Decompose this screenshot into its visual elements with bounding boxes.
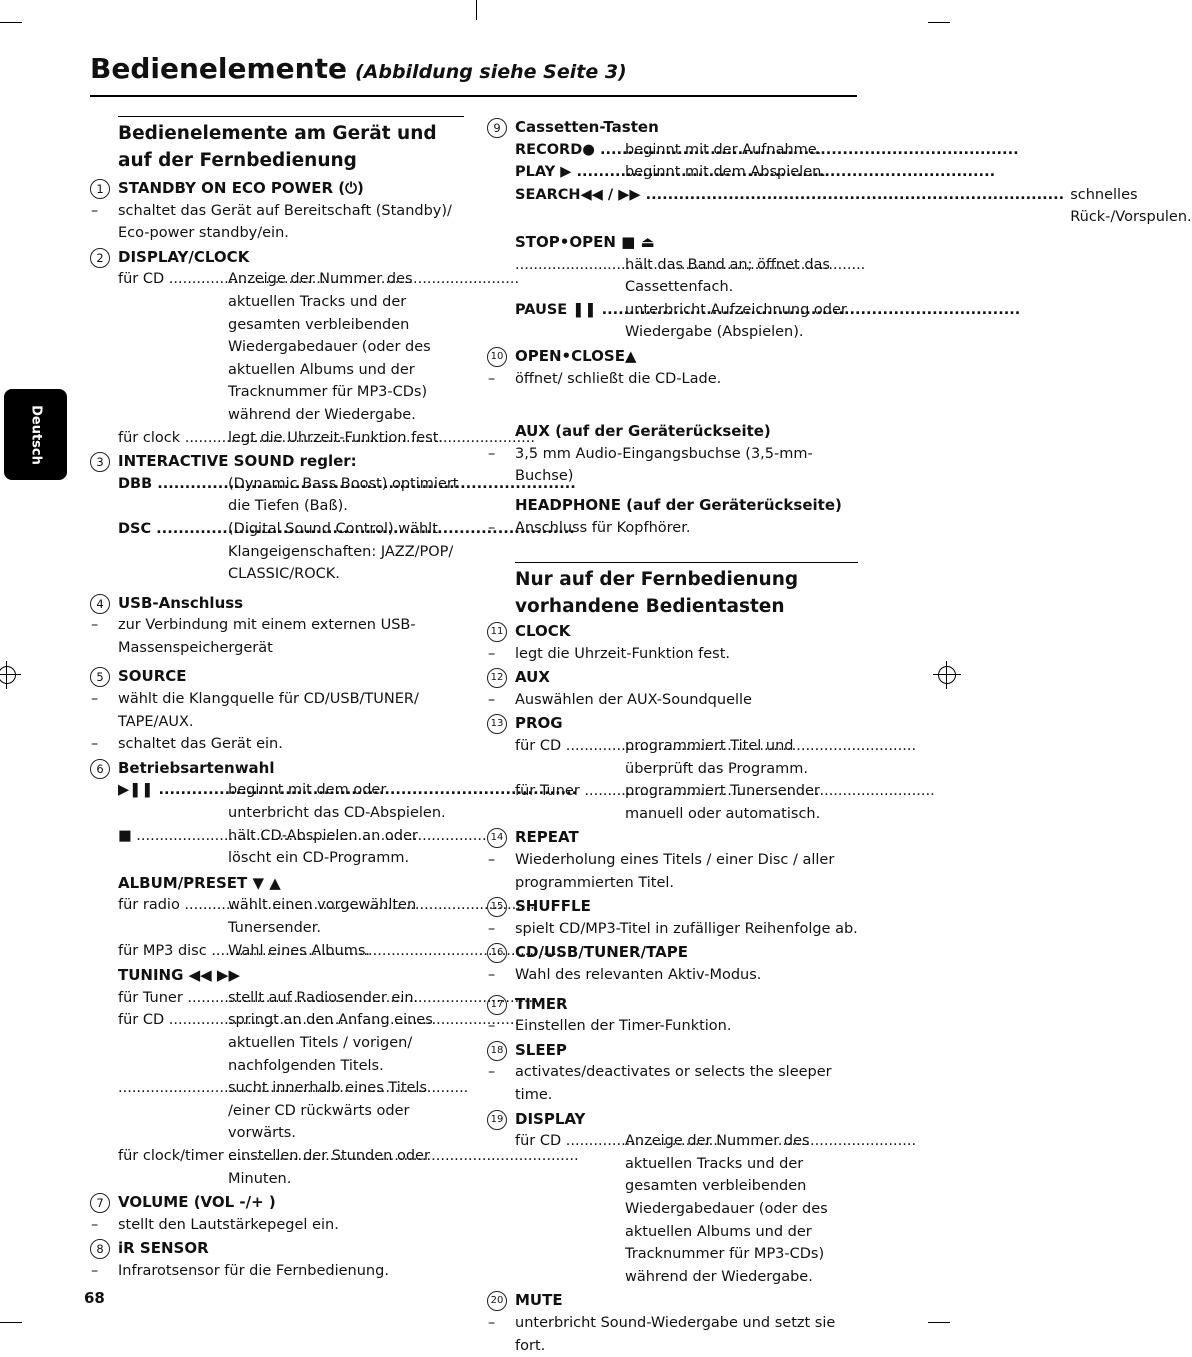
row-label: DBB .....	[118, 473, 228, 518]
definition-row	[486, 735, 858, 780]
language-tab-label: Deutsch	[28, 404, 43, 465]
item-description: – Anschluss für Kopfhörer.	[486, 517, 858, 540]
title-main: Bedienelemente	[90, 52, 347, 85]
crop-mark	[476, 0, 477, 20]
item-number: 13	[487, 714, 507, 734]
section-title-line: auf der Fernbedienung	[118, 150, 357, 171]
item-title: CD/USB/TUNER/TAPE	[515, 943, 688, 962]
definition-row	[486, 184, 1192, 229]
item-title: Cassetten-Tasten	[515, 118, 659, 136]
right-column	[486, 116, 1192, 1357]
item-description: – spielt CD/MP3-Titel in zufälliger Reihenfolge ab.	[486, 918, 858, 941]
definition-row	[89, 1009, 464, 1077]
row-description: programmiert Titel und überprüft das Programm.	[625, 738, 808, 777]
definition-row	[486, 254, 858, 299]
row-description: einstellen der Stunden oder Minuten.	[228, 1147, 430, 1187]
definition-row	[89, 779, 464, 824]
registration-mark-icon	[0, 666, 16, 684]
item-title: iR SENSOR	[118, 1239, 209, 1258]
item-description: – activates/deactivates or selects the sleeper time.	[486, 1061, 858, 1106]
search-icon: SEARCH◀◀ / ▶▶ .....	[515, 184, 1064, 229]
item-ir-sensor	[89, 1237, 464, 1260]
item-title: Betriebsartenwahl	[118, 758, 275, 777]
sub-heading: ALBUM/PRESET ▼ ▲	[118, 873, 281, 892]
item-description: – Einstellen der Timer-Funktion.	[486, 1015, 858, 1038]
title-rule	[90, 95, 857, 97]
item-number: 15	[487, 897, 507, 917]
title-subtitle: (Abbildung siehe Seite 3)	[354, 61, 627, 83]
definition-row	[89, 940, 464, 963]
row-label: für clock .....	[118, 427, 228, 450]
item-number: 9	[487, 118, 507, 138]
item-title: OPEN•CLOSE▲	[515, 346, 637, 365]
row-label: für Tuner .....	[118, 987, 228, 1010]
item-title: TIMER	[515, 994, 568, 1013]
definition-row	[89, 987, 464, 1010]
item-title: AUX	[515, 668, 550, 687]
row-description: programmiert Tunersender manuell oder automatisch.	[625, 783, 821, 822]
row-label: für radio .....	[118, 894, 228, 939]
row-label: für CD .....	[118, 268, 228, 426]
row-description: hält CD-Abspielen an oder löscht ein CD-Programm.	[228, 827, 418, 867]
definition-row	[486, 161, 858, 184]
item-number: 1	[90, 179, 110, 199]
item-title: DISPLAY	[515, 1109, 586, 1128]
item-number: 19	[487, 1110, 507, 1130]
row-description: stellt auf Radiosender ein.	[228, 989, 419, 1006]
item-shuffle	[486, 895, 858, 918]
definition-row	[486, 780, 858, 825]
section-title	[515, 563, 858, 620]
definition-row	[89, 1145, 464, 1190]
headphone-heading: HEADPHONE (auf der Geräterückseite)	[515, 495, 842, 514]
spacer	[486, 390, 858, 418]
item-title: MUTE	[515, 1291, 563, 1310]
item-volume	[89, 1191, 464, 1214]
item-number: 20	[487, 1291, 507, 1311]
row-description: springt an den Anfang eines aktuellen Titels / vorigen/ nachfolgenden Titels.	[228, 1012, 433, 1074]
item-number: 7	[90, 1193, 110, 1213]
item-source-select	[486, 941, 858, 964]
item-interactive-sound	[89, 450, 464, 473]
row-label: für clock/timer .....	[118, 1145, 228, 1190]
row-label	[118, 1077, 228, 1145]
item-description: – öffnet/ schließt die CD-Lade.	[486, 368, 858, 391]
item-title: INTERACTIVE SOUND regler:	[118, 452, 357, 471]
sub-heading: TUNING ◀◀ ▶▶	[118, 966, 240, 985]
section-title	[118, 117, 464, 174]
item-standby	[89, 177, 464, 200]
definition-row	[89, 473, 464, 518]
pause-icon: PAUSE ❚❚ .....	[515, 299, 625, 344]
item-title: SOURCE	[118, 667, 187, 686]
crop-mark	[0, 22, 22, 23]
item-usb	[89, 592, 464, 615]
item-number: 17	[487, 995, 507, 1015]
item-open-close	[486, 345, 858, 368]
item-title: PROG	[515, 714, 563, 733]
item-title: CLOCK	[515, 622, 571, 641]
aux-heading: AUX (auf der Geräterückseite)	[515, 422, 771, 441]
row-label: für CD .....	[118, 1009, 228, 1077]
item-description: – schaltet das Gerät ein.	[89, 733, 464, 756]
item-title: REPEAT	[515, 828, 579, 847]
item-cassette	[486, 116, 858, 139]
row-description: (Dynamic Bass Boost) optimiert die Tiefen (Baß).	[228, 475, 459, 515]
item-sleep	[486, 1039, 858, 1062]
definition-row	[89, 427, 464, 450]
item-number: 5	[90, 667, 110, 687]
item-description: – unterbricht Sound-Wiedergabe und setzt sie fort.	[486, 1312, 858, 1357]
record-icon: RECORD● .....	[515, 139, 625, 162]
item-title: USB-Anschluss	[118, 593, 244, 612]
row-label: für MP3 disc .....	[118, 940, 228, 963]
item-description: – Auswählen der AUX-Soundquelle	[486, 689, 858, 712]
section-title-line: Nur auf der Fernbedienung	[515, 569, 799, 591]
row-label: für CD .....	[515, 735, 625, 780]
registration-mark-icon	[938, 666, 956, 684]
definition-row	[486, 299, 858, 344]
row-description: beginnt mit dem Abspielen.	[625, 164, 826, 181]
play-icon: PLAY ▶ .....	[515, 161, 625, 184]
crop-mark	[928, 22, 950, 23]
section-title-line: vorhandene Bedientasten	[515, 596, 785, 618]
item-clock	[486, 620, 858, 643]
item-title: VOLUME (VOL -/+ )	[118, 1193, 276, 1212]
item-number: 8	[90, 1239, 110, 1259]
section-title-line: Bedienelemente am Gerät und	[118, 123, 437, 144]
language-tab	[4, 389, 67, 480]
row-description: beginnt mit dem oder unterbricht das CD-Abspielen.	[228, 782, 446, 822]
row-description: unterbricht Aufzeichnung oder Wiedergabe (Abspielen).	[625, 301, 847, 341]
page-title	[90, 52, 627, 85]
row-description: beginnt mit der Aufnahme.	[625, 141, 822, 158]
item-display-clock	[89, 246, 464, 269]
item-number: 4	[90, 594, 110, 614]
row-description: Anzeige der Nummer des aktuellen Tracks und der gesamten verbleibenden Wiedergabedauer (oder des aktuellen Albums und der Tracknummer für MP3-CDs) während der Wiedergabe.	[625, 1133, 828, 1285]
item-repeat	[486, 826, 858, 849]
item-description: – Wahl des relevanten Aktiv-Modus.	[486, 964, 858, 987]
left-column	[89, 116, 464, 1283]
crop-mark	[0, 1322, 22, 1323]
item-number: 10	[487, 347, 507, 367]
item-number: 18	[487, 1041, 507, 1061]
item-description: – legt die Uhrzeit-Funktion fest.	[486, 643, 858, 666]
row-description: legt die Uhrzeit-Funktion fest.	[228, 429, 444, 446]
row-description: wählt einen vorgewählten Tunersender.	[228, 897, 417, 936]
definition-row	[89, 518, 464, 586]
row-description: Wahl eines Albums.	[228, 942, 370, 959]
item-mute	[486, 1289, 858, 1312]
definition-row	[89, 1077, 464, 1145]
item-number: 14	[487, 828, 507, 848]
row-label	[515, 254, 625, 299]
item-number: 12	[487, 668, 507, 688]
item-number: 3	[90, 452, 110, 472]
definition-row	[89, 894, 464, 939]
item-description: – Infrarotsensor für die Fernbedienung.	[89, 1260, 464, 1283]
item-aux	[486, 666, 858, 689]
row-label: DSC .....	[118, 518, 228, 586]
play-pause-icon: ▶❚❚ .....	[118, 779, 228, 824]
stop-open-icon: STOP•OPEN ■ ⏏	[515, 232, 655, 251]
row-label: für CD .....	[515, 1130, 625, 1288]
item-description: – 3,5 mm Audio-Eingangsbuchse (3,5-mm-Buchse)	[486, 443, 858, 488]
item-title: DISPLAY/CLOCK	[118, 247, 250, 266]
row-description: schnelles Rück-/Vorspulen.	[1070, 186, 1192, 226]
row-description: sucht innerhalb eines Titels /einer CD rückwärts oder vorwärts.	[228, 1080, 428, 1142]
item-title: SHUFFLE	[515, 897, 591, 916]
item-number: 16	[487, 943, 507, 963]
row-description: hält das Band an; öffnet das Cassettenfach.	[625, 256, 830, 296]
row-description: (Digital Sound Control) wählt Klangeigenschaften: JAZZ/POP/ CLASSIC/ROCK.	[228, 520, 454, 583]
definition-row	[89, 825, 464, 870]
item-prog	[486, 712, 858, 735]
item-number: 6	[90, 759, 110, 779]
item-description: – schaltet das Gerät auf Bereitschaft (Standby)/ Eco-power standby/ein.	[89, 200, 464, 245]
item-display	[486, 1108, 858, 1131]
item-title: SLEEP	[515, 1040, 567, 1059]
item-description: – wählt die Klangquelle für CD/USB/TUNER/ TAPE/AUX.	[89, 688, 464, 733]
stop-icon: ■ .....	[118, 825, 228, 870]
crop-mark	[928, 1322, 950, 1323]
item-number: 2	[90, 248, 110, 268]
definition-row	[486, 1130, 858, 1288]
item-timer	[486, 993, 858, 1016]
item-description: – Wiederholung eines Titels / einer Disc / aller programmierten Titel.	[486, 849, 858, 894]
page-number: 68	[84, 1289, 105, 1307]
item-title: STANDBY ON ECO POWER (⏻)	[118, 179, 364, 197]
item-mode-select	[89, 757, 464, 780]
definition-row	[486, 139, 858, 162]
definition-row	[89, 268, 464, 426]
item-source	[89, 665, 464, 688]
item-description: – stellt den Lautstärkepegel ein.	[89, 1214, 464, 1237]
row-label: für Tuner .....	[515, 780, 625, 825]
item-description: – zur Verbindung mit einem externen USB-Massenspeichergerät	[89, 614, 464, 659]
item-number: 11	[487, 622, 507, 642]
row-description: Anzeige der Nummer des aktuellen Tracks und der gesamten verbleibenden Wiedergabedauer (oder des aktuellen Albums und der Tracknummer für MP3-CDs) während der Wiedergabe.	[228, 271, 431, 423]
